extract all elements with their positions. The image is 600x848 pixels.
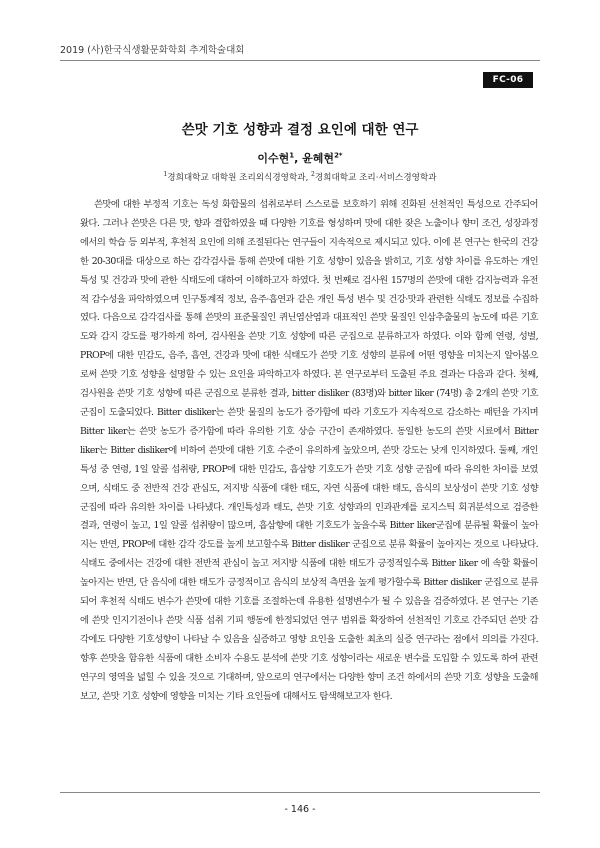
affiliation-text: 경희대학교 조리·서비스경영학과 [314, 173, 437, 183]
page-number: - 146 - [284, 804, 316, 815]
affiliation-separator: , [305, 173, 312, 183]
footer-rule [60, 792, 540, 793]
paper-title: 쓴맛 기호 성향과 결정 요인에 대한 연구 [181, 122, 419, 138]
header-rule [60, 60, 540, 61]
author-name: 윤혜현 [302, 152, 335, 165]
author-list [60, 150, 540, 166]
affiliation-text: 경희대학교 대학원 조리외식경영학과 [167, 173, 306, 183]
affiliation-mark: 2 [311, 171, 315, 179]
author-name: 이수현 [257, 152, 290, 165]
running-header: 2019 (사)한국식생활문화학회 추계학술대회 [60, 45, 245, 56]
author-affiliation-mark: 2* [334, 151, 343, 160]
author-separator: , [294, 152, 303, 165]
session-code-badge: FC-06 [483, 72, 533, 88]
affiliation-mark: 1 [163, 171, 168, 179]
author-affiliation-mark: 1 [289, 151, 295, 160]
affiliation-line [60, 171, 540, 183]
abstract-body: 쓴맛에 대한 부정적 기호는 독성 화합물의 섭취로부터 스스로를 보호하기 위해 진화된 선천적인 특성으로 간주되어 왔다. 그러나 쓴맛은 다른 맛, 향과 결합하였을 때 다양한 기호를 형성하며 맛에 대한 잦은 노출이나 향미 조건, 성장과정에서의 학습 등 외부적, 후천적 요인에 의해 조절된다는 연구들이 지속적으로 제시되고 있다. 이에 본 연구는 한국의 건강한 20-30대를 대상으로 하는 감각검사를 통해 쓴맛에 대한 기호 성향이 있음을 밝히고, 기호 성향 차이를 유도하는 개인 특성 및 건강과 맛에 관한 식태도에 대하여 이해하고자 하였다. 첫 번째로 검사원 157명의 쓴맛에 대한 감지능력과 유전적 감수성을 파악하였으며 인구통계적 정보, 음주·흡연과 같은 개인 특성 변수 및 건강·맛과 관련한 식태도 정보를 수집하였다. 다음으로 감각검사를 통해 쓴맛의 표준물질인 퀴닌염산염과 대표적인 쓴맛 물질인 인삼추출물의 농도에 따른 기호도와 감지 강도를 평가하게 하여, 검사원을 쓴맛 기호 성향에 따른 군집으로 분류하고자 하였다. 이와 함께 연령, 성별, PROP에 대한 민감도, 음주, 흡연, 건강과 맛에 대한 식태도가 쓴맛 기호 성향의 분류에 어떤 영향을 미치는지 알아봄으로써 쓴맛 기호 성향을 설명할 수 있는 요인을 파악하고자 하였다. 본 연구로부터 도출된 주요 결과는 다음과 같다. 첫째, 검사원을 쓴맛 기호 성향에 따른 군집으로 분류한 결과, bitter disliker (83명)와 bitter liker (74명) 총 2개의 쓴맛 기호 군집이 도출되었다. Bitter disliker는 쓴맛 물질의 농도가 증가함에 따라 기호도가 지속적으로 감소하는 패턴을 가지며 Bitter liker는 쓴맛 농도가 증가함에 따라 유의한 기호 상승 구간이 존재하였다. 동일한 농도의 쓴맛 시료에서 Bitter liker는 Bitter disliker에 비하여 쓴맛에 대한 기호 수준이 유의하게 높았으며, 쓴맛 강도는 낮게 인지하였다. 둘째, 개인특성 중 연령, 1일 알콜 섭취량, PROP에 대한 민감도, 흡삼향 기호도가 쓴맛 기호 성향 군집에 따라 유의한 차이를 보였으며, 식태도 중 전반적 건강 관심도, 저지방 식품에 대한 태도, 자연 식품에 대한 태도, 음식의 보상성이 쓴맛 기호 성향 군집에 따라 유의한 차이를 나타냈다. 개인특성과 태도, 쓴맛 기호 성향과의 인과관계를 로지스틱 회귀분석으로 검증한 결과, 연령이 높고, 1일 알콜 섭취량이 많으며, 흡삼향에 대한 기호도가 높을수록 Bitter liker군집에 분류될 확률이 높아지는 반면, PROP에 대한 감각 강도를 높게 보고할수록 Bitter disliker 군집으로 분류 확률이 높아지는 것으로 나타났다. 식태도 중에서는 건강에 대한 전반적 관심이 높고 저지방 식품에 대한 태도가 긍정적일수록 Bitter liker 에 속할 확률이 높아지는 반면, 단 음식에 대한 태도가 긍정적이고 음식의 보상적 측면을 높게 평가할수록 Bitter disliker 군집으로 분류되어 후천적 식태도 변수가 쓴맛에 대한 기호를 조절하는데 유용한 설명변수가 될 수 있음을 검증하였다. 본 연구는 기존에 쓴맛 인지기전이나 쓴맛 식품 섭취 기피 행동에 한정되었던 연구 범위를 확장하여 선천적인 기호로 간주되던 쓴맛 감각에도 다양한 기호성향이 나타날 수 있음을 실증하고 영향 요인을 도출한 최초의 실증 연구라는 점에서 의의를 가진다. 향후 쓴맛을 함유한 식품에 대한 소비자 수용도 분석에 쓴맛 기호 성향이라는 새로운 변수를 도입할 수 있도록 하여 관련 연구의 영역을 넓힐 수 있을 것으로 기대하며, 앞으로의 연구에서는 다양한 향미 조건 하에서의 쓴맛 기호 성향을 도출해보고, 쓴맛 기호 성향에 영향을 미치는 기타 요인들에 대해서도 탐색해보고자 한다. [80, 199, 539, 702]
